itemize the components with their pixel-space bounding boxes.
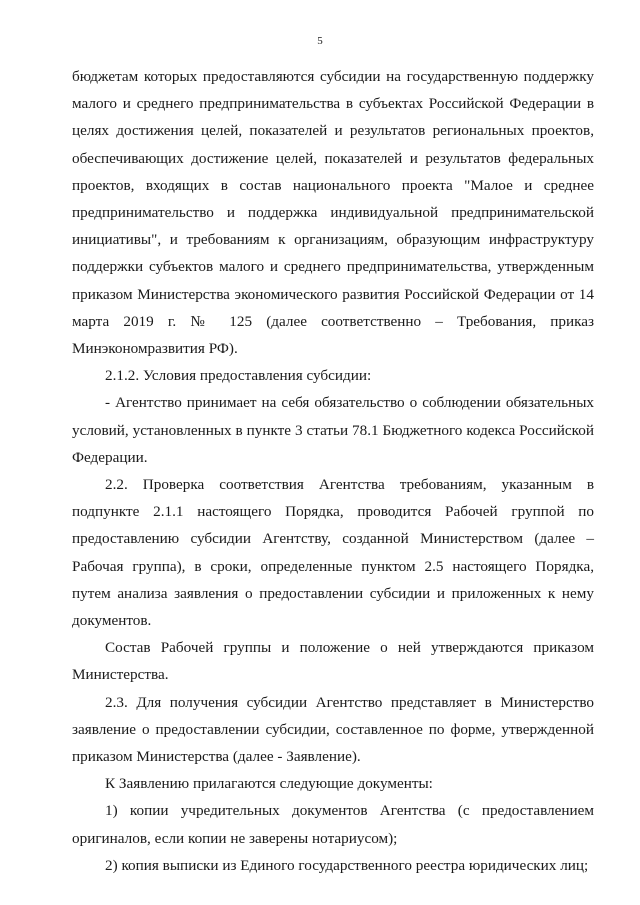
document-body (72, 63, 594, 879)
paragraph-continuation: бюджетам которых предоставляются субсидии на государственную поддержку малого и среднего предпринимательства в субъектах Российской Федерации в целях достижения целей, показателей и результатов региональных проектов, обеспечивающих достижение целей, показателей и результатов федеральных проектов, входящих в состав национального проекта "Малое и среднее предпринимательство и поддержка индивидуальной предпринимательской инициативы", и требованиям к организациям, образующим инфраструктуру поддержки субъектов малого и среднего предпринимательства, утвержденным приказом Министерства экономического развития Российской Федерации от 14 марта 2019 г. № 125 (далее соответственно – Требования, приказ Минэкономразвития РФ). (72, 68, 594, 358)
paragraph-obligation: - Агентство принимает на себя обязательство о соблюдении обязательных условий, установленных в пункте 3 статьи 78.1 Бюджетного кодекса Российской Федерации. (72, 394, 594, 466)
page-number: 5 (317, 35, 323, 47)
paragraph-2-2: 2.2. Проверка соответствия Агентства требованиям, указанным в подпункте 2.1.1 настоящего Порядка, проводится Рабочей группой по предоставлению субсидии Агентству, созданной Министерством (далее – Рабочая группа), в сроки, определенные пунктом 2.5 настоящего Порядка, путем анализа заявления о предоставлении субсидии и приложенных к нему документов. (72, 476, 594, 630)
paragraph-working-group: Состав Рабочей группы и положение о ней утверждаются приказом Министерства. (72, 639, 594, 684)
list-item-documents-1: 1) копии учредительных документов Агентства (с предоставлением оригиналов, если копии не заверены нотариусом); (72, 802, 594, 847)
list-item-documents-2: 2) копия выписки из Единого государственного реестра юридических лиц; (105, 856, 589, 874)
paragraph-subsidy-conditions-heading: 2.1.2. Условия предоставления субсидии: (105, 367, 372, 385)
paragraph-2-3: 2.3. Для получения субсидии Агентство представляет в Министерство заявление о предоставлении субсидии, составленное по форме, утвержденной приказом Министерства (далее - Заявление). (72, 693, 594, 766)
paragraph-documents-intro: К Заявлению прилагаются следующие документы: (105, 775, 433, 793)
